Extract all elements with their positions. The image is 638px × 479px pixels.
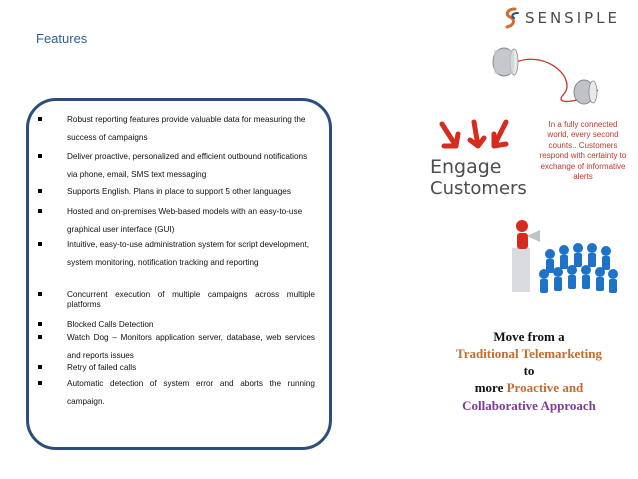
slogan-accent: Proactive and bbox=[506, 380, 584, 396]
bullet-icon bbox=[38, 189, 42, 193]
slogan-prefix: more bbox=[474, 380, 507, 396]
sensiple-logo-icon bbox=[501, 7, 521, 29]
bullet-icon bbox=[38, 154, 42, 158]
feature-text: Blocked Calls Detection bbox=[67, 320, 154, 329]
feature-text: Automatic detection of system error and aborts the running campaign. bbox=[67, 379, 315, 406]
bullet-icon bbox=[38, 365, 42, 369]
slogan-line: Move from a bbox=[493, 329, 565, 344]
engage-customers-image bbox=[420, 116, 536, 206]
feature-text: Watch Dog – Monitors application server, database, web services and reports issues bbox=[67, 333, 315, 360]
crowd-megaphone-image bbox=[500, 196, 620, 296]
feature-text: Deliver proactive, personalized and efficient outbound notifications via phone, email, SMS text messaging bbox=[67, 152, 308, 179]
bullet-icon bbox=[38, 117, 42, 121]
red-arrows-icon bbox=[420, 116, 536, 161]
engage-text: Engage bbox=[430, 156, 502, 178]
customers-text: Customers bbox=[430, 178, 527, 199]
slogan-line: Traditional Telemarketing bbox=[455, 346, 602, 362]
logo bbox=[501, 7, 620, 29]
feature-text: Retry of failed calls bbox=[67, 363, 137, 372]
bullet-icon bbox=[38, 292, 42, 296]
features-box bbox=[26, 98, 332, 450]
feature-text: Concurrent execution of multiple campaigns across multiple platforms bbox=[67, 290, 315, 310]
page-title: Features bbox=[36, 31, 88, 46]
bullet-icon bbox=[38, 209, 42, 213]
callout-text: In a fully connected world, every second counts.. Customers respond with certainty to exchange of informative alerts bbox=[539, 120, 627, 181]
feature-text: Robust reporting features provide valuable data for measuring the success of campaigns bbox=[67, 115, 306, 142]
slogan-line: Collaborative Approach bbox=[462, 397, 596, 413]
slogan bbox=[440, 328, 618, 414]
tin-can-phone-image bbox=[488, 40, 604, 110]
feature-text: Hosted and on-premises Web-based models with an easy-to-use graphical user interface (GUI) bbox=[67, 207, 303, 234]
bullet-icon bbox=[38, 381, 42, 385]
logo-text: SENSIPLE bbox=[524, 9, 620, 27]
slogan-line bbox=[440, 379, 618, 396]
slogan-line: to bbox=[523, 363, 535, 379]
feature-text: Intuitive, easy-to-use administration system for script development, system monitoring, notification tracking and reporting bbox=[67, 240, 310, 267]
bullet-icon bbox=[38, 322, 42, 326]
bullet-icon bbox=[38, 335, 42, 339]
feature-text: Supports English. Plans in place to support 5 other languages bbox=[67, 187, 291, 196]
bullet-icon bbox=[38, 242, 42, 246]
